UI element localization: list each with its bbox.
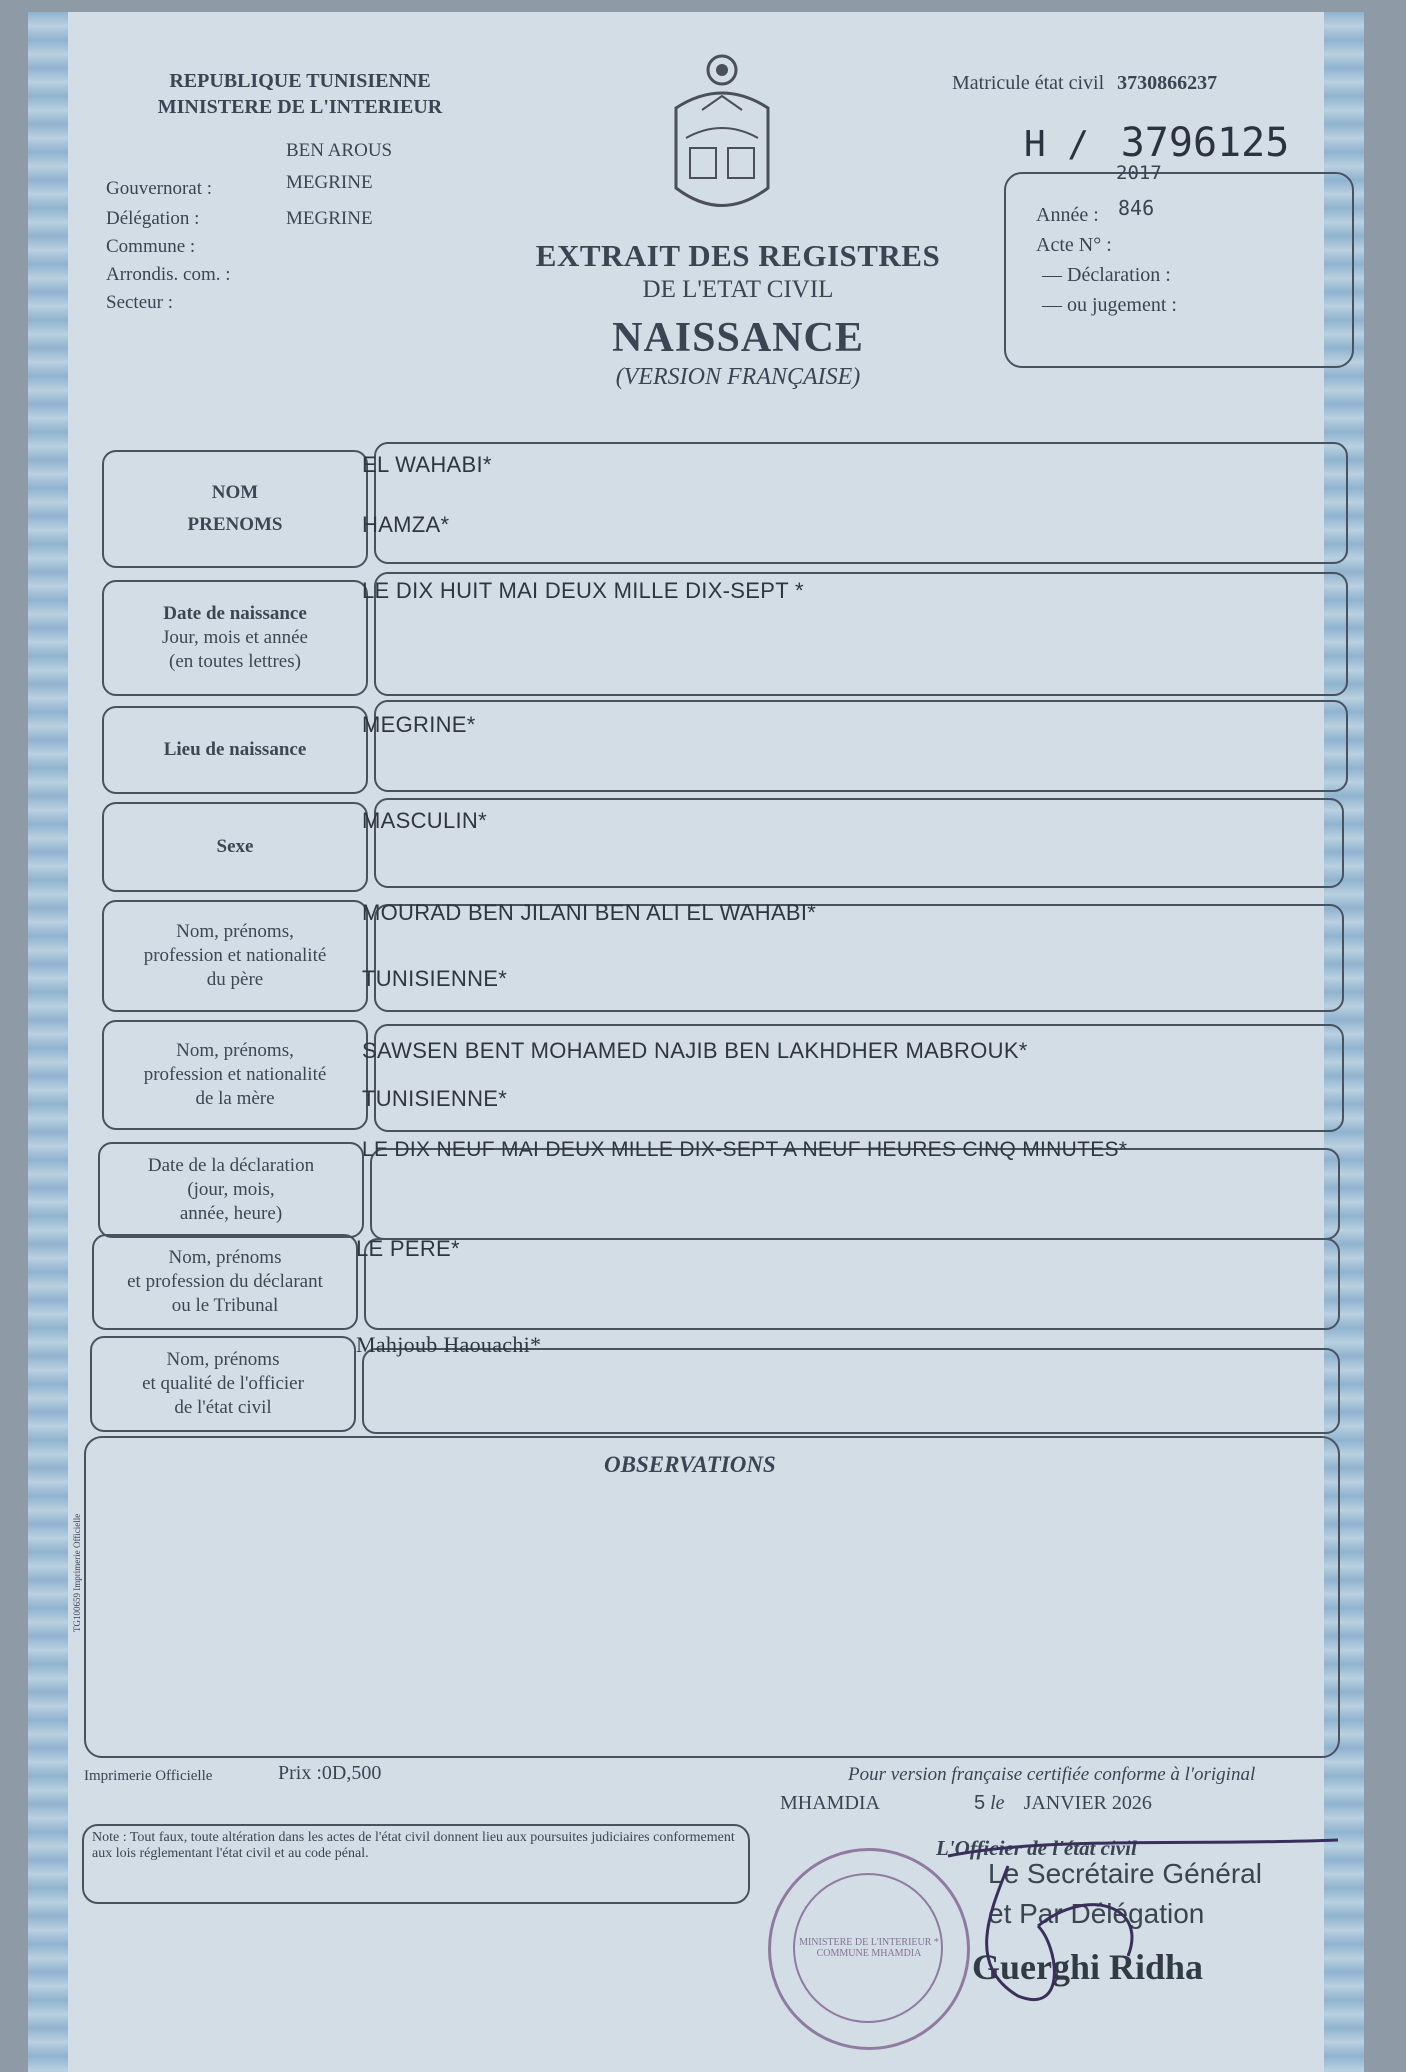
sig-line-2: et Par Délégation bbox=[988, 1898, 1205, 1929]
prenoms-label: PRENOMS bbox=[187, 514, 283, 535]
acte-year-value: 2017 bbox=[1116, 162, 1162, 184]
delegation-label: Délégation : bbox=[106, 208, 200, 229]
decl-label-2: (jour, mois, bbox=[187, 1179, 275, 1200]
mere-label-box bbox=[102, 1020, 368, 1130]
issue-month-year: JANVIER 2026 bbox=[1023, 1792, 1152, 1814]
title-line-2: DE L'ETAT CIVIL bbox=[642, 276, 834, 303]
mere-value-2: TUNISIENNE* bbox=[362, 1086, 508, 1111]
header-authority bbox=[120, 68, 480, 120]
lieu-value-box bbox=[374, 700, 1348, 792]
matricule-value: 3730866237 bbox=[1117, 72, 1218, 94]
date-prefix: le bbox=[990, 1792, 1005, 1814]
prix-value: 0D,500 bbox=[321, 1762, 382, 1784]
republic-label: REPUBLIQUE TUNISIENNE bbox=[169, 70, 431, 92]
declarant-value-box bbox=[364, 1238, 1340, 1330]
sexe-value: MASCULIN* bbox=[362, 808, 487, 833]
declaration-label: — Déclaration : bbox=[1042, 264, 1171, 286]
delegation-value: MEGRINE bbox=[286, 208, 373, 229]
sig-name: Guerghi Ridha bbox=[972, 1947, 1204, 1987]
declaration-date-label-box bbox=[98, 1142, 364, 1238]
dob-label-box bbox=[102, 580, 368, 696]
declarant-value: LE PERE* bbox=[356, 1236, 460, 1261]
title-line-4: (VERSION FRANÇAISE) bbox=[615, 364, 861, 390]
officier-label-1: Nom, prénoms bbox=[166, 1349, 280, 1370]
officier-label-3: de l'état civil bbox=[174, 1397, 272, 1418]
issue-place: MHAMDIA bbox=[780, 1792, 880, 1814]
dob-label-2: Jour, mois et année bbox=[162, 627, 308, 648]
governorate-value: BEN AROUS bbox=[286, 140, 393, 161]
pere-label-2: profession et nationalité bbox=[143, 945, 327, 966]
certified-text: Pour version française certifiée conforme à l'original bbox=[848, 1764, 1256, 1785]
nom-label: NOM bbox=[211, 482, 259, 503]
prenoms-value: HAMZA* bbox=[362, 512, 450, 537]
observations-box bbox=[84, 1436, 1340, 1758]
gouvernorat-value: MEGRINE bbox=[286, 172, 373, 193]
dob-label-1: Date de naissance bbox=[163, 603, 307, 624]
document-page bbox=[28, 12, 1364, 2072]
pere-value-2: TUNISIENNE* bbox=[362, 966, 508, 991]
mere-label-3: de la mère bbox=[195, 1088, 275, 1109]
pere-label-3: du père bbox=[206, 969, 264, 990]
serial-prefix: H / bbox=[1024, 124, 1090, 165]
document-title bbox=[488, 238, 988, 391]
observations-title: OBSERVATIONS bbox=[604, 1452, 776, 1477]
nom-value: EL WAHABI* bbox=[362, 452, 492, 477]
sexe-label-box bbox=[102, 802, 368, 892]
lieu-label: Lieu de naissance bbox=[163, 739, 307, 760]
jugement-label: — ou jugement : bbox=[1042, 294, 1177, 316]
mere-value-1: SAWSEN BENT MOHAMED NAJIB BEN LAKHDHER MABROUK* bbox=[362, 1038, 1028, 1063]
matricule-label: Matricule état civil bbox=[952, 72, 1105, 94]
acte-label: Acte N° : bbox=[1036, 234, 1112, 256]
secteur-label: Secteur : bbox=[106, 292, 174, 313]
title-line-1: EXTRAIT DES REGISTRES bbox=[535, 238, 941, 273]
matricule bbox=[952, 72, 1217, 95]
nom-prenoms-label-box bbox=[102, 450, 368, 568]
declarant-label-2: et profession du déclarant bbox=[127, 1271, 323, 1292]
dob-value: LE DIX HUIT MAI DEUX MILLE DIX-SEPT * bbox=[362, 578, 804, 603]
declarant-label-1: Nom, prénoms bbox=[168, 1247, 282, 1268]
decl-label-3: année, heure) bbox=[179, 1203, 283, 1224]
pere-label-1: Nom, prénoms, bbox=[176, 921, 294, 942]
mere-label-1: Nom, prénoms, bbox=[176, 1040, 294, 1061]
declarant-label-box bbox=[92, 1234, 358, 1330]
officier-label-box bbox=[90, 1336, 356, 1432]
decl-label-1: Date de la déclaration bbox=[147, 1155, 315, 1176]
mere-label-2: profession et nationalité bbox=[143, 1064, 327, 1085]
gouvernorat-label: Gouvernorat : bbox=[106, 178, 213, 199]
stamp-text: MINISTERE DE L'INTERIEUR * COMMUNE MHAMDIA bbox=[799, 1937, 939, 1959]
prix bbox=[278, 1762, 381, 1785]
officier-value: Mahjoub Haouachi* bbox=[356, 1332, 542, 1357]
dob-label-3: (en toutes lettres) bbox=[169, 651, 301, 672]
lieu-value: MEGRINE* bbox=[362, 712, 476, 737]
sexe-value-box bbox=[374, 798, 1344, 888]
side-print-text: TG100659 Imprimerie Officielle bbox=[72, 1513, 82, 1632]
pere-label-box bbox=[102, 900, 368, 1012]
declarant-label-3: ou le Tribunal bbox=[171, 1295, 279, 1316]
tunisia-coat-of-arms-icon bbox=[662, 48, 782, 228]
guilloche-border-left bbox=[28, 12, 68, 2072]
arrondis-label: Arrondis. com. : bbox=[106, 264, 231, 285]
prix-label: Prix : bbox=[278, 1762, 322, 1784]
lieu-label-box bbox=[102, 706, 368, 794]
note-text: Note : Tout faux, toute altération dans les actes de l'état civil donnent lieu aux poursuites judiciaires conformement aux lois réglementant l'état civil et au code pénal. bbox=[92, 1830, 735, 1861]
printer-label: Imprimerie Officielle bbox=[84, 1768, 213, 1784]
nom-prenoms-value-box bbox=[374, 442, 1348, 564]
declaration-date-value: LE DIX NEUF MAI DEUX MILLE DIX-SEPT A NEUF HEURES CINQ MINUTES* bbox=[362, 1138, 1128, 1161]
sig-line-1: Le Secrétaire Général bbox=[988, 1858, 1262, 1889]
serial-number bbox=[1024, 120, 1289, 166]
ministry-label: MINISTERE DE L'INTERIEUR bbox=[157, 96, 443, 118]
pere-value-1: MOURAD BEN JILANI BEN ALI EL WAHABI* bbox=[362, 900, 817, 925]
issue-date bbox=[974, 1792, 1152, 1815]
commune-label: Commune : bbox=[106, 236, 196, 257]
serial-number-value: 3796125 bbox=[1120, 120, 1290, 166]
title-line-3: NAISSANCE bbox=[612, 315, 864, 361]
officer-title: L'Officier de l'état civil bbox=[936, 1836, 1137, 1860]
sexe-label: Sexe bbox=[216, 836, 254, 857]
officier-value-box bbox=[362, 1348, 1340, 1434]
issue-day: 5 bbox=[974, 1792, 986, 1814]
acte-number-value: 846 bbox=[1118, 196, 1155, 220]
officier-label-2: et qualité de l'officier bbox=[142, 1373, 304, 1394]
annee-label: Année : bbox=[1036, 204, 1099, 226]
handwritten-signature bbox=[928, 1826, 1368, 2046]
